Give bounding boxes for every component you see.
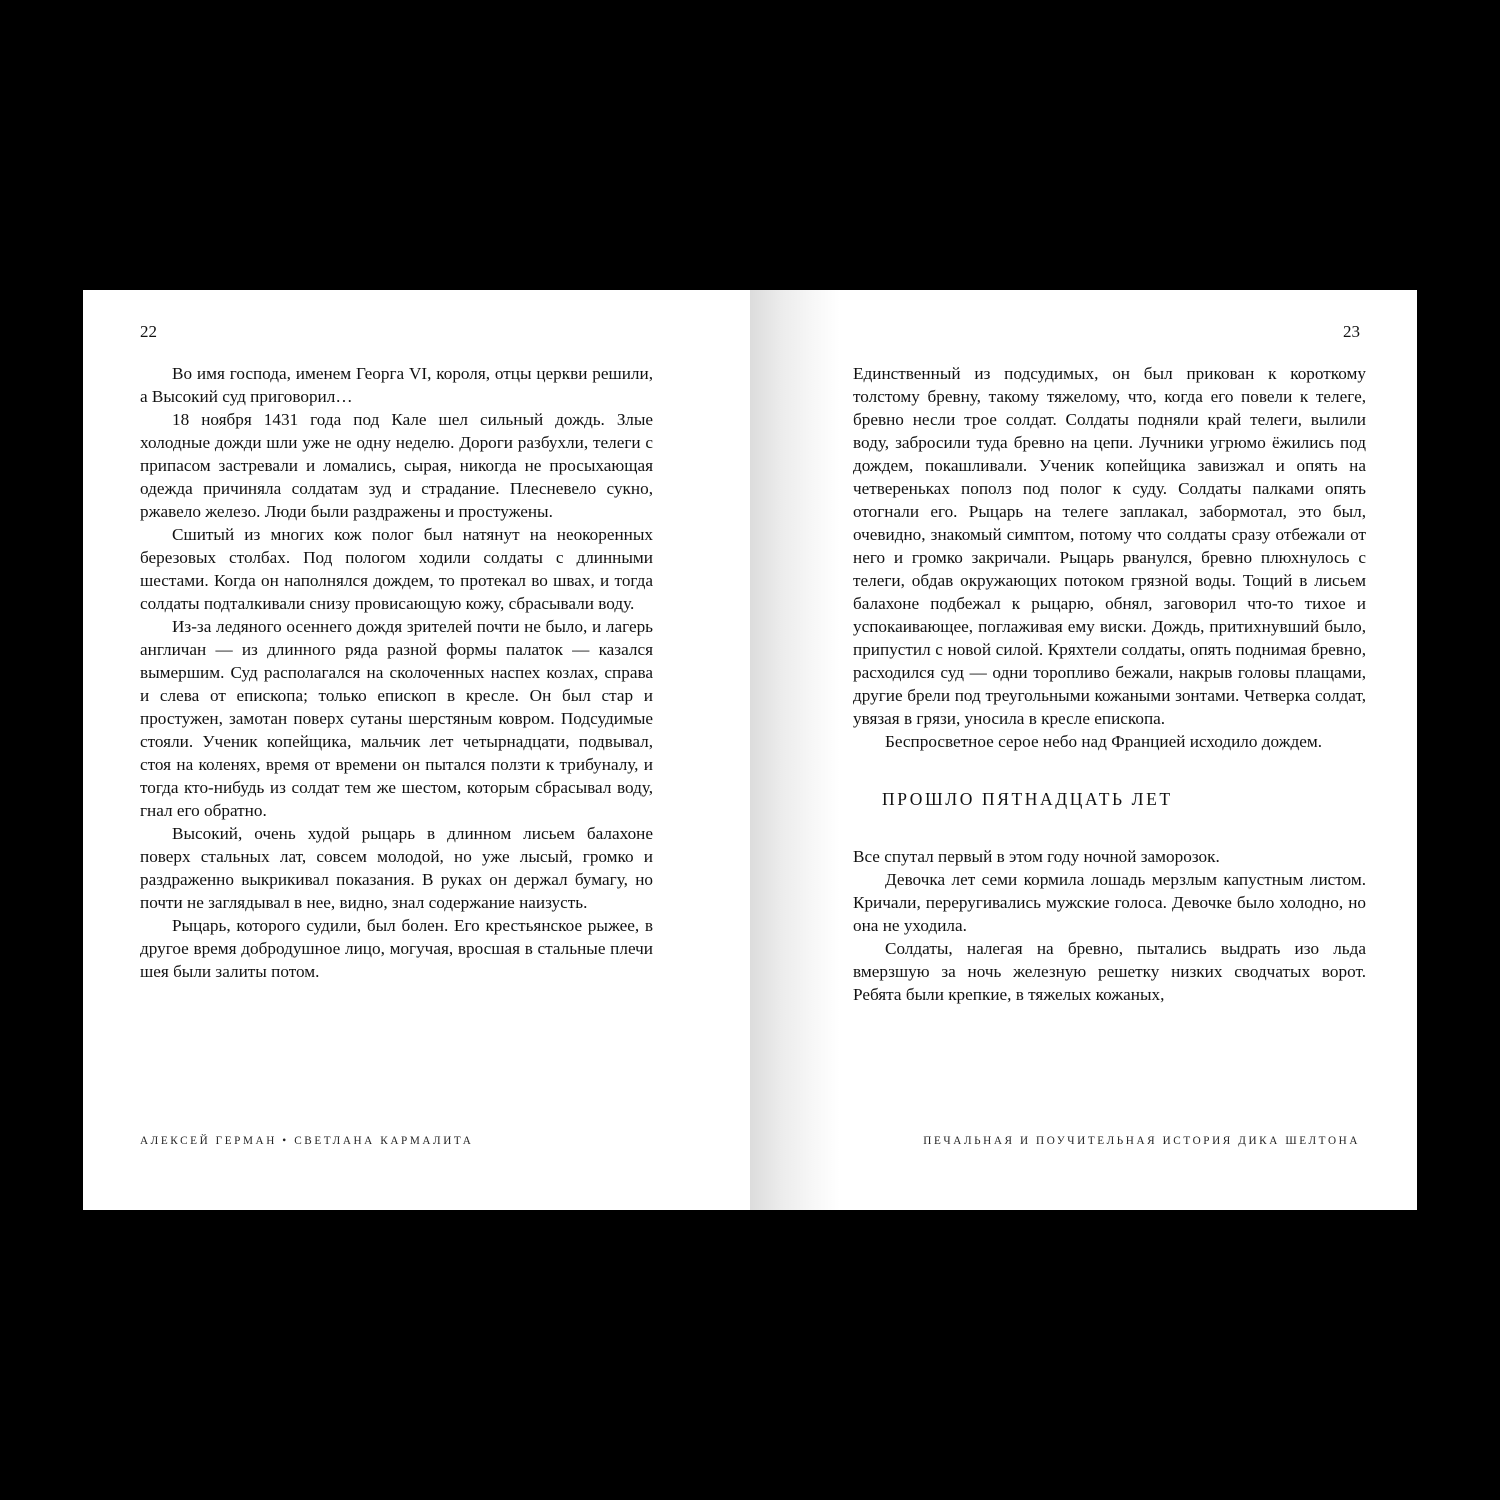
body-text	[140, 362, 653, 983]
paragraph: Во имя господа, именем Георга VI, короля, отцы церкви решили, а Высокий суд приговорил…	[140, 364, 653, 406]
section-heading: ПРОШЛО ПЯТНАДЦАТЬ ЛЕТ	[882, 789, 1173, 809]
page-number: 22	[140, 322, 157, 341]
left-page	[83, 290, 750, 1210]
running-footer: ПЕЧАЛЬНАЯ И ПОУЧИТЕЛЬНАЯ ИСТОРИЯ ДИКА ШЕЛТОНА	[923, 1135, 1360, 1147]
book-spread	[83, 290, 1417, 1210]
running-footer: АЛЕКСЕЙ ГЕРМАН • СВЕТЛАНА КАРМАЛИТА	[140, 1135, 474, 1147]
paragraph: 18 ноября 1431 года под Кале шел сильный дождь. Злые холодные дожди шли уже не одну неделю. Дороги разбухли, телеги с припасом застревали и ломались, сырая, никогда не просыхающая одежда причиняла солдатам зуд и страдание. Плесневело сукно, ржавело железо. Люди были раздражены и простужены.	[140, 410, 653, 521]
paragraph: Из-за ледяного осеннего дождя зрителей почти не было, и лагерь англичан — из длинного ряда разной формы палаток — казался вымершим. Суд располагался на сколоченных наспех козлах, справа и слева от епископа; только епископ в кресле. Он был стар и простужен, замотан поверх сутаны шерстяным ковром. Подсудимые стояли. Ученик копейщика, мальчик лет четырнадцати, подвывал, стоя на коленях, время от времени он пытался ползти к трибуналу, и тогда кто-нибудь из солдат тем же шестом, которым сбрасывал воду, гнал его обратно.	[140, 617, 653, 820]
paragraph: Высокий, очень худой рыцарь в длинном лисьем балахоне поверх стальных лат, совсем молодой, но уже лысый, громко и раздраженно выкрикивал показания. В руках он держал бумагу, но почти не заглядывал в нее, видно, знал содержание наизусть.	[140, 824, 653, 912]
paragraph: Рыцарь, которого судили, был болен. Его крестьянское рыжее, в другое время добродушное лицо, могучая, вросшая в стальные плечи шея были залиты потом.	[140, 916, 653, 981]
paragraph: Сшитый из многих кож полог был натянут на неокоренных березовых столбах. Под пологом ходили солдаты с длинными шестами. Когда он наполнялся дождем, то протекал во швах, и тогда солдаты подталкивали снизу провисающую кожу, сбрасывали воду.	[140, 525, 653, 613]
paragraph: Все спутал первый в этом году ночной заморозок.	[853, 847, 1220, 866]
body-text	[853, 362, 1366, 1006]
paragraph: Единственный из подсудимых, он был прикован к короткому толстому бревну, такому тяжелому, что, когда его повели к телеге, бревно несли трое солдат. Солдаты подняли край телеги, вылили воду, забросили туда бревно на цепи. Лучники угрюмо ёжились под дождем, покашливали. Ученик копейщика завизжал и опять на четвереньках пополз под полог к суду. Солдаты палками опять отогнали его. Рыцарь на телеге заплакал, забормотал, это был, очевидно, знакомый симптом, потому что солдаты сразу отбежали от него и громко закричали. Рыцарь рванулся, бревно плюхнулось с телеги, обдав окружающих потоком грязной воды. Тощий в лисьем балахоне подбежал к рыцарю, обнял, заговорил что-то тихое и успокаивающее, поглаживая ему виски. Дождь, притихнувший было, припустил с новой силой. Кряхтели солдаты, опять поднимая бревно, расходился суд — одни торопливо бежали, накрыв головы плащами, другие брели под треугольными кожаными зонтами. Четверка солдат, увязая в грязи, уносила в кресле епископа.	[853, 364, 1366, 728]
paragraph: Девочка лет семи кормила лошадь мерзлым капустным листом. Кричали, переругивались мужские голоса. Девочке было холодно, но она не уходила.	[853, 870, 1366, 935]
page-number: 23	[1343, 322, 1360, 341]
right-page	[750, 290, 1417, 1210]
paragraph: Солдаты, налегая на бревно, пытались выдрать изо льда вмерзшую за ночь железную решетку низких сводчатых ворот. Ребята были крепкие, в тяжелых кожаных,	[853, 939, 1366, 1004]
paragraph: Беспросветное серое небо над Францией исходило дождем.	[885, 732, 1323, 751]
